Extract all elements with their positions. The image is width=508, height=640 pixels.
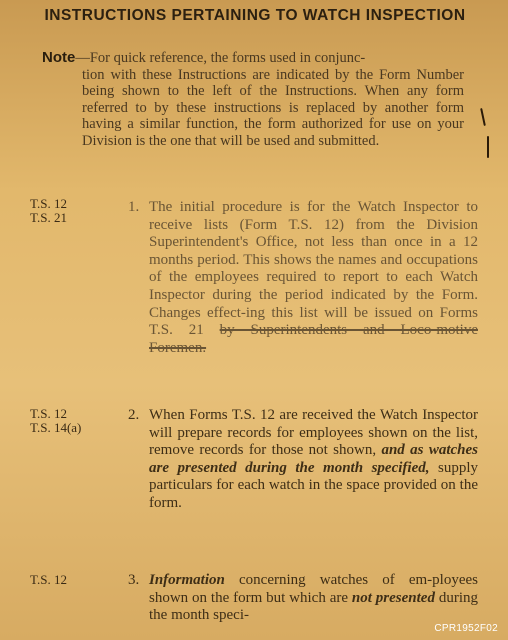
item-emphasis: Information	[149, 572, 225, 588]
item-number: 1.	[128, 199, 140, 215]
note-first-line: —For quick reference, the forms used in conjunc-	[75, 50, 366, 66]
form-ref: T.S. 21	[30, 210, 67, 225]
item-text	[128, 407, 478, 513]
item-number: 3.	[128, 572, 140, 588]
pen-mark	[480, 108, 486, 126]
item-text	[128, 572, 478, 625]
note-body: tion with these Instructions are indicated by the Form Number being shown to the left of the Instructions. When any form referred to by these instructions is replaced by another form having a similar function, the form authorized for use on your Division is the one that will be used and submitted.	[82, 66, 464, 149]
instruction-item-1	[128, 199, 478, 357]
item-number: 2.	[128, 407, 140, 423]
watermark: CPR1952F02	[434, 623, 498, 634]
instruction-item-2	[128, 407, 478, 513]
note-paragraph	[42, 50, 464, 149]
pen-mark	[487, 136, 489, 158]
form-ref: T.S. 14(a)	[30, 420, 82, 435]
instruction-item-3	[128, 572, 478, 625]
item-text	[128, 199, 478, 357]
item-body: The initial procedure is for the Watch Inspector to receive lists (Form T.S. 12) from the Division Superintendent's Office, not less than once in a 12 months period. This shows the names and occupations of the employees required to report to each Watch Inspector during the period indicated by the Form. Changes effect-ing this list will be issued on Forms T.S. 21	[149, 199, 478, 339]
note-label: Note	[42, 49, 76, 66]
item-emphasis: and as watches are presented during the month specified,	[149, 442, 478, 476]
item-body: When Forms T.S. 12 are received the Watch Inspector will prepare records for employees shown on the list, remove records for those not shown,	[149, 407, 478, 459]
struck-text: by Superintendents and Loco-motive Foremen.	[149, 322, 478, 356]
form-ref: T.S. 12	[30, 406, 67, 421]
form-ref-3	[30, 573, 67, 587]
form-ref: T.S. 12	[30, 572, 67, 587]
item-emphasis: not presented	[351, 589, 435, 606]
form-ref-2	[30, 407, 81, 435]
form-ref: T.S. 12	[30, 196, 67, 211]
item-body-end: supply particulars for each watch in the space provided on the form.	[149, 459, 479, 511]
form-ref-1	[30, 197, 67, 225]
item-body-end: during the month speci-	[149, 589, 478, 624]
page-title: INSTRUCTIONS PERTAINING TO WATCH INSPECTION	[44, 7, 466, 24]
item-body: concerning watches of em-ployees shown on the form but which are	[149, 572, 478, 606]
